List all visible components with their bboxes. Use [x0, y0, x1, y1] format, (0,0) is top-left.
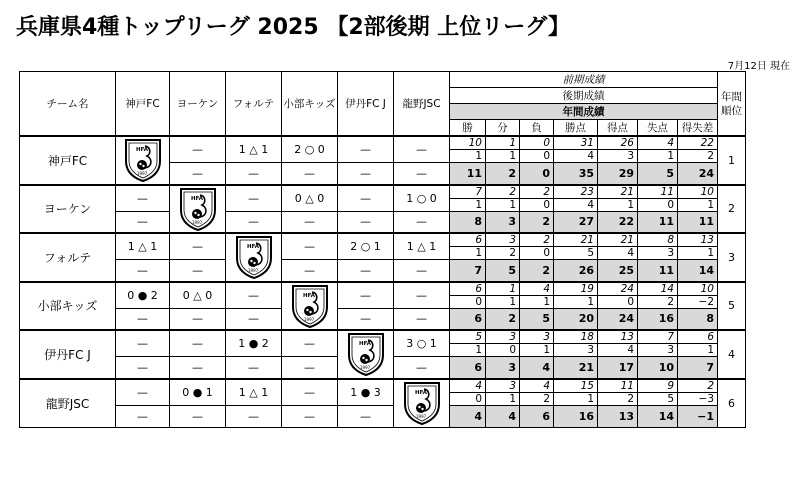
match-second-leg-cell: —: [116, 211, 170, 233]
stat-header-1: 勝: [450, 120, 486, 137]
annual-stat: 17: [598, 357, 638, 379]
second-half-stat: 1: [678, 247, 718, 260]
first-half-stat: 6: [450, 282, 486, 296]
match-result-cell: 2 ○ 0: [282, 136, 338, 163]
first-half-stat: 15: [554, 379, 598, 393]
annual-stat: 2: [486, 308, 520, 330]
second-half-stat: 1: [678, 344, 718, 357]
annual-rank-cell: 6: [718, 379, 746, 428]
annual-rank-cell: 5: [718, 282, 746, 331]
first-half-stat: 4: [638, 136, 678, 150]
annual-stat: 8: [450, 211, 486, 233]
second-half-stat: 5: [638, 392, 678, 405]
annual-stat: 14: [638, 405, 678, 427]
stat-header-6: 失点: [638, 120, 678, 137]
match-second-leg-cell: —: [338, 260, 394, 282]
svg-text:1997: 1997: [191, 219, 202, 225]
match-second-leg-cell: —: [226, 163, 282, 185]
second-half-stat: 1: [486, 198, 520, 211]
match-result-cell: 1 ● 3: [338, 379, 394, 406]
second-half-stat: 1: [450, 150, 486, 163]
annual-stat: 4: [450, 405, 486, 427]
match-result-cell: 1 △ 1: [226, 136, 282, 163]
match-result-cell: 1 △ 1: [226, 379, 282, 406]
first-half-stat: 5: [450, 330, 486, 344]
first-half-stat: 4: [450, 379, 486, 393]
first-half-stat: 18: [554, 330, 598, 344]
annual-rank-cell: 3: [718, 233, 746, 282]
as-of-date: 7月12日 現在: [727, 61, 790, 72]
hfa-crest-icon: [346, 331, 386, 377]
first-half-stat: 21: [598, 185, 638, 199]
hfa-crest-icon: [178, 186, 218, 232]
annual-stat: 16: [554, 405, 598, 427]
annual-stat: 5: [486, 260, 520, 282]
first-half-stat: 2: [520, 185, 554, 199]
first-half-stat: 10: [678, 185, 718, 199]
second-half-stat: 3: [638, 344, 678, 357]
match-second-leg-cell: —: [394, 308, 450, 330]
first-half-stat: 10: [450, 136, 486, 150]
svg-text:1997: 1997: [359, 365, 370, 371]
match-result-cell: —: [116, 185, 170, 212]
annual-stat: 2: [486, 163, 520, 185]
annual-rank-label-2: 順位: [721, 104, 742, 117]
match-second-leg-cell: —: [282, 405, 338, 427]
first-half-stat: 2: [520, 233, 554, 247]
svg-text:HFA: HFA: [358, 341, 371, 348]
stat-header-5: 得点: [598, 120, 638, 137]
second-half-stat: 1: [450, 344, 486, 357]
second-half-stat: −3: [678, 392, 718, 405]
svg-text:HFA: HFA: [246, 244, 259, 251]
svg-text:1997: 1997: [303, 316, 314, 322]
annual-rank-cell: 1: [718, 136, 746, 185]
first-half-stat: 13: [598, 330, 638, 344]
self-match-crest: [170, 185, 226, 234]
col-header-team-6: 龍野JSC: [394, 72, 450, 137]
first-half-stat: 4: [520, 282, 554, 296]
annual-stat: 20: [554, 308, 598, 330]
first-half-stat: 3: [520, 330, 554, 344]
match-second-leg-cell: —: [116, 405, 170, 427]
second-half-stat: 3: [554, 344, 598, 357]
match-result-cell: —: [226, 185, 282, 212]
svg-text:1997: 1997: [247, 268, 258, 274]
first-half-stat: 7: [450, 185, 486, 199]
match-second-leg-cell: —: [170, 260, 226, 282]
annual-stat: 26: [554, 260, 598, 282]
second-half-stat: 0: [598, 295, 638, 308]
second-half-stat: 0: [638, 198, 678, 211]
annual-stat: 4: [520, 357, 554, 379]
second-half-stat: −2: [678, 295, 718, 308]
match-second-leg-cell: —: [170, 357, 226, 379]
second-half-stat: 1: [554, 392, 598, 405]
match-second-leg-cell: —: [116, 357, 170, 379]
annual-stat: 27: [554, 211, 598, 233]
match-result-cell: —: [282, 233, 338, 260]
second-half-stat: 1: [486, 392, 520, 405]
match-result-cell: —: [170, 330, 226, 357]
match-result-cell: —: [170, 136, 226, 163]
match-result-cell: —: [116, 330, 170, 357]
match-result-cell: —: [394, 282, 450, 309]
first-half-stat: 9: [638, 379, 678, 393]
annual-stat: 7: [450, 260, 486, 282]
second-half-stat: 1: [520, 344, 554, 357]
first-half-stat: 3: [486, 330, 520, 344]
first-half-stat: 10: [678, 282, 718, 296]
hfa-crest-icon: [234, 234, 274, 280]
annual-stat: 16: [638, 308, 678, 330]
annual-stat: −1: [678, 405, 718, 427]
first-half-stat: 11: [598, 379, 638, 393]
annual-stat: 3: [486, 211, 520, 233]
annual-stat: 2: [520, 260, 554, 282]
second-half-stat: 0: [450, 392, 486, 405]
second-half-stat: 2: [598, 392, 638, 405]
stat-header-2: 分: [486, 120, 520, 137]
first-half-stat: 22: [678, 136, 718, 150]
match-second-leg-cell: —: [394, 357, 450, 379]
second-half-stat: 0: [450, 295, 486, 308]
first-half-header: 前期成績: [450, 72, 718, 88]
match-result-cell: 0 ● 2: [116, 282, 170, 309]
second-half-stat: 1: [678, 198, 718, 211]
annual-stat: 21: [554, 357, 598, 379]
match-second-leg-cell: —: [282, 260, 338, 282]
match-second-leg-cell: —: [226, 357, 282, 379]
annual-stat: 0: [520, 163, 554, 185]
match-second-leg-cell: —: [338, 308, 394, 330]
team-name-cell: 小部キッズ: [20, 282, 116, 331]
first-half-stat: 7: [638, 330, 678, 344]
second-half-stat: 5: [554, 247, 598, 260]
second-half-stat: 0: [520, 247, 554, 260]
annual-stat: 14: [678, 260, 718, 282]
match-second-leg-cell: —: [226, 405, 282, 427]
second-half-stat: 2: [486, 247, 520, 260]
second-half-stat: 1: [598, 198, 638, 211]
annual-stat: 24: [598, 308, 638, 330]
first-half-stat: 8: [638, 233, 678, 247]
second-half-stat: 1: [450, 198, 486, 211]
match-second-leg-cell: —: [394, 163, 450, 185]
col-header-team-1: 神戸FC: [116, 72, 170, 137]
annual-stat: 5: [638, 163, 678, 185]
second-half-stat: 3: [638, 247, 678, 260]
annual-stat: 2: [520, 211, 554, 233]
svg-text:HFA: HFA: [190, 195, 203, 202]
match-second-leg-cell: —: [394, 260, 450, 282]
col-header-team-5: 伊丹FC J: [338, 72, 394, 137]
first-half-stat: 1: [486, 282, 520, 296]
svg-text:HFA: HFA: [414, 390, 427, 396]
second-half-stat: 4: [554, 150, 598, 163]
team-name-cell: 龍野JSC: [20, 379, 116, 428]
annual-stat: 6: [450, 357, 486, 379]
match-result-cell: 3 ○ 1: [394, 330, 450, 357]
match-second-leg-cell: —: [282, 357, 338, 379]
team-name-cell: フォルテ: [20, 233, 116, 282]
annual-stat: 6: [450, 308, 486, 330]
second-half-stat: 1: [486, 295, 520, 308]
self-match-crest: [226, 233, 282, 282]
second-half-stat: 4: [598, 247, 638, 260]
match-second-leg-cell: —: [226, 308, 282, 330]
match-result-cell: 0 △ 0: [282, 185, 338, 212]
col-header-team-4: 小部キッズ: [282, 72, 338, 137]
match-result-cell: 1 ● 2: [226, 330, 282, 357]
match-result-cell: —: [170, 233, 226, 260]
match-result-cell: —: [226, 282, 282, 309]
annual-stat: 6: [520, 405, 554, 427]
second-half-stat: 1: [638, 150, 678, 163]
team-name-cell: ヨーケン: [20, 185, 116, 234]
second-half-stat: 1: [520, 295, 554, 308]
hfa-crest-icon: [123, 137, 163, 183]
annual-stat: 35: [554, 163, 598, 185]
first-half-stat: 21: [598, 233, 638, 247]
svg-text:HFA: HFA: [135, 147, 148, 154]
annual-stat: 11: [678, 211, 718, 233]
svg-text:HFA: HFA: [302, 292, 315, 299]
annual-stat: 5: [520, 308, 554, 330]
svg-text:1997: 1997: [136, 171, 147, 177]
first-half-stat: 21: [554, 233, 598, 247]
first-half-stat: 11: [638, 185, 678, 199]
match-second-leg-cell: —: [394, 211, 450, 233]
self-match-crest: [394, 379, 450, 428]
match-result-cell: 2 ○ 1: [338, 233, 394, 260]
hfa-crest-icon: [402, 380, 442, 426]
match-second-leg-cell: —: [338, 163, 394, 185]
first-half-stat: 6: [678, 330, 718, 344]
second-half-stat: 2: [520, 392, 554, 405]
first-half-stat: 23: [554, 185, 598, 199]
second-half-header: 後期成績: [450, 88, 718, 104]
annual-stat: 25: [598, 260, 638, 282]
first-half-stat: 26: [598, 136, 638, 150]
match-result-cell: —: [116, 379, 170, 406]
match-second-leg-cell: —: [170, 163, 226, 185]
second-half-stat: 4: [598, 344, 638, 357]
match-result-cell: 1 △ 1: [394, 233, 450, 260]
stat-header-3: 負: [520, 120, 554, 137]
match-result-cell: —: [338, 136, 394, 163]
match-second-leg-cell: —: [338, 405, 394, 427]
team-name-header: チーム名: [20, 72, 116, 137]
self-match-crest: [116, 136, 170, 185]
annual-stat: 10: [638, 357, 678, 379]
annual-rank-cell: 4: [718, 330, 746, 379]
first-half-stat: 3: [486, 233, 520, 247]
second-half-stat: 1: [450, 247, 486, 260]
second-half-stat: 3: [598, 150, 638, 163]
second-half-stat: 2: [638, 295, 678, 308]
annual-stat: 22: [598, 211, 638, 233]
annual-stat: 11: [638, 211, 678, 233]
annual-stat: 29: [598, 163, 638, 185]
annual-stat: 4: [486, 405, 520, 427]
stat-header-7: 得失差: [678, 120, 718, 137]
team-name-cell: 神戸FC: [20, 136, 116, 185]
col-header-team-3: フォルテ: [226, 72, 282, 137]
match-result-cell: 1 △ 1: [116, 233, 170, 260]
annual-stat: 3: [486, 357, 520, 379]
annual-stat: 7: [678, 357, 718, 379]
match-result-cell: 0 ● 1: [170, 379, 226, 406]
match-result-cell: 1 ○ 0: [394, 185, 450, 212]
first-half-stat: 13: [678, 233, 718, 247]
match-result-cell: —: [338, 282, 394, 309]
first-half-stat: 6: [450, 233, 486, 247]
match-second-leg-cell: —: [170, 405, 226, 427]
self-match-crest: [338, 330, 394, 379]
second-half-stat: 0: [520, 150, 554, 163]
annual-stat: 13: [598, 405, 638, 427]
team-name-cell: 伊丹FC J: [20, 330, 116, 379]
match-second-leg-cell: —: [226, 211, 282, 233]
annual-stat: 8: [678, 308, 718, 330]
first-half-stat: 31: [554, 136, 598, 150]
annual-header: 年間成績: [450, 104, 718, 120]
first-half-stat: 14: [638, 282, 678, 296]
second-half-stat: 0: [486, 344, 520, 357]
col-header-team-2: ヨーケン: [170, 72, 226, 137]
second-half-stat: 1: [486, 150, 520, 163]
first-half-stat: 4: [520, 379, 554, 393]
annual-rank-label-1: 年間: [721, 90, 742, 103]
second-half-stat: 4: [554, 198, 598, 211]
annual-stat: 24: [678, 163, 718, 185]
match-second-leg-cell: —: [282, 211, 338, 233]
page-title: 兵庫県4種トップリーグ 2025 【2部後期 上位リーグ】: [16, 15, 570, 40]
annual-rank-cell: 2: [718, 185, 746, 234]
first-half-stat: 0: [520, 136, 554, 150]
annual-stat: 11: [638, 260, 678, 282]
annual-rank-header: [718, 72, 746, 137]
first-half-stat: 2: [486, 185, 520, 199]
match-second-leg-cell: —: [338, 211, 394, 233]
match-result-cell: —: [338, 185, 394, 212]
match-result-cell: 0 △ 0: [170, 282, 226, 309]
svg-text:1997: 1997: [415, 414, 426, 419]
match-second-leg-cell: —: [282, 163, 338, 185]
hfa-crest-icon: [290, 283, 330, 329]
second-half-stat: 2: [678, 150, 718, 163]
annual-stat: 11: [450, 163, 486, 185]
first-half-stat: 1: [486, 136, 520, 150]
match-second-leg-cell: —: [116, 308, 170, 330]
stat-header-4: 勝点: [554, 120, 598, 137]
match-second-leg-cell: —: [170, 308, 226, 330]
match-second-leg-cell: —: [116, 260, 170, 282]
match-result-cell: —: [282, 379, 338, 406]
league-standings-table: [19, 71, 746, 428]
self-match-crest: [282, 282, 338, 331]
first-half-stat: 2: [678, 379, 718, 393]
first-half-stat: 3: [486, 379, 520, 393]
second-half-stat: 1: [554, 295, 598, 308]
match-result-cell: —: [394, 136, 450, 163]
first-half-stat: 19: [554, 282, 598, 296]
first-half-stat: 24: [598, 282, 638, 296]
match-result-cell: —: [282, 330, 338, 357]
second-half-stat: 0: [520, 198, 554, 211]
